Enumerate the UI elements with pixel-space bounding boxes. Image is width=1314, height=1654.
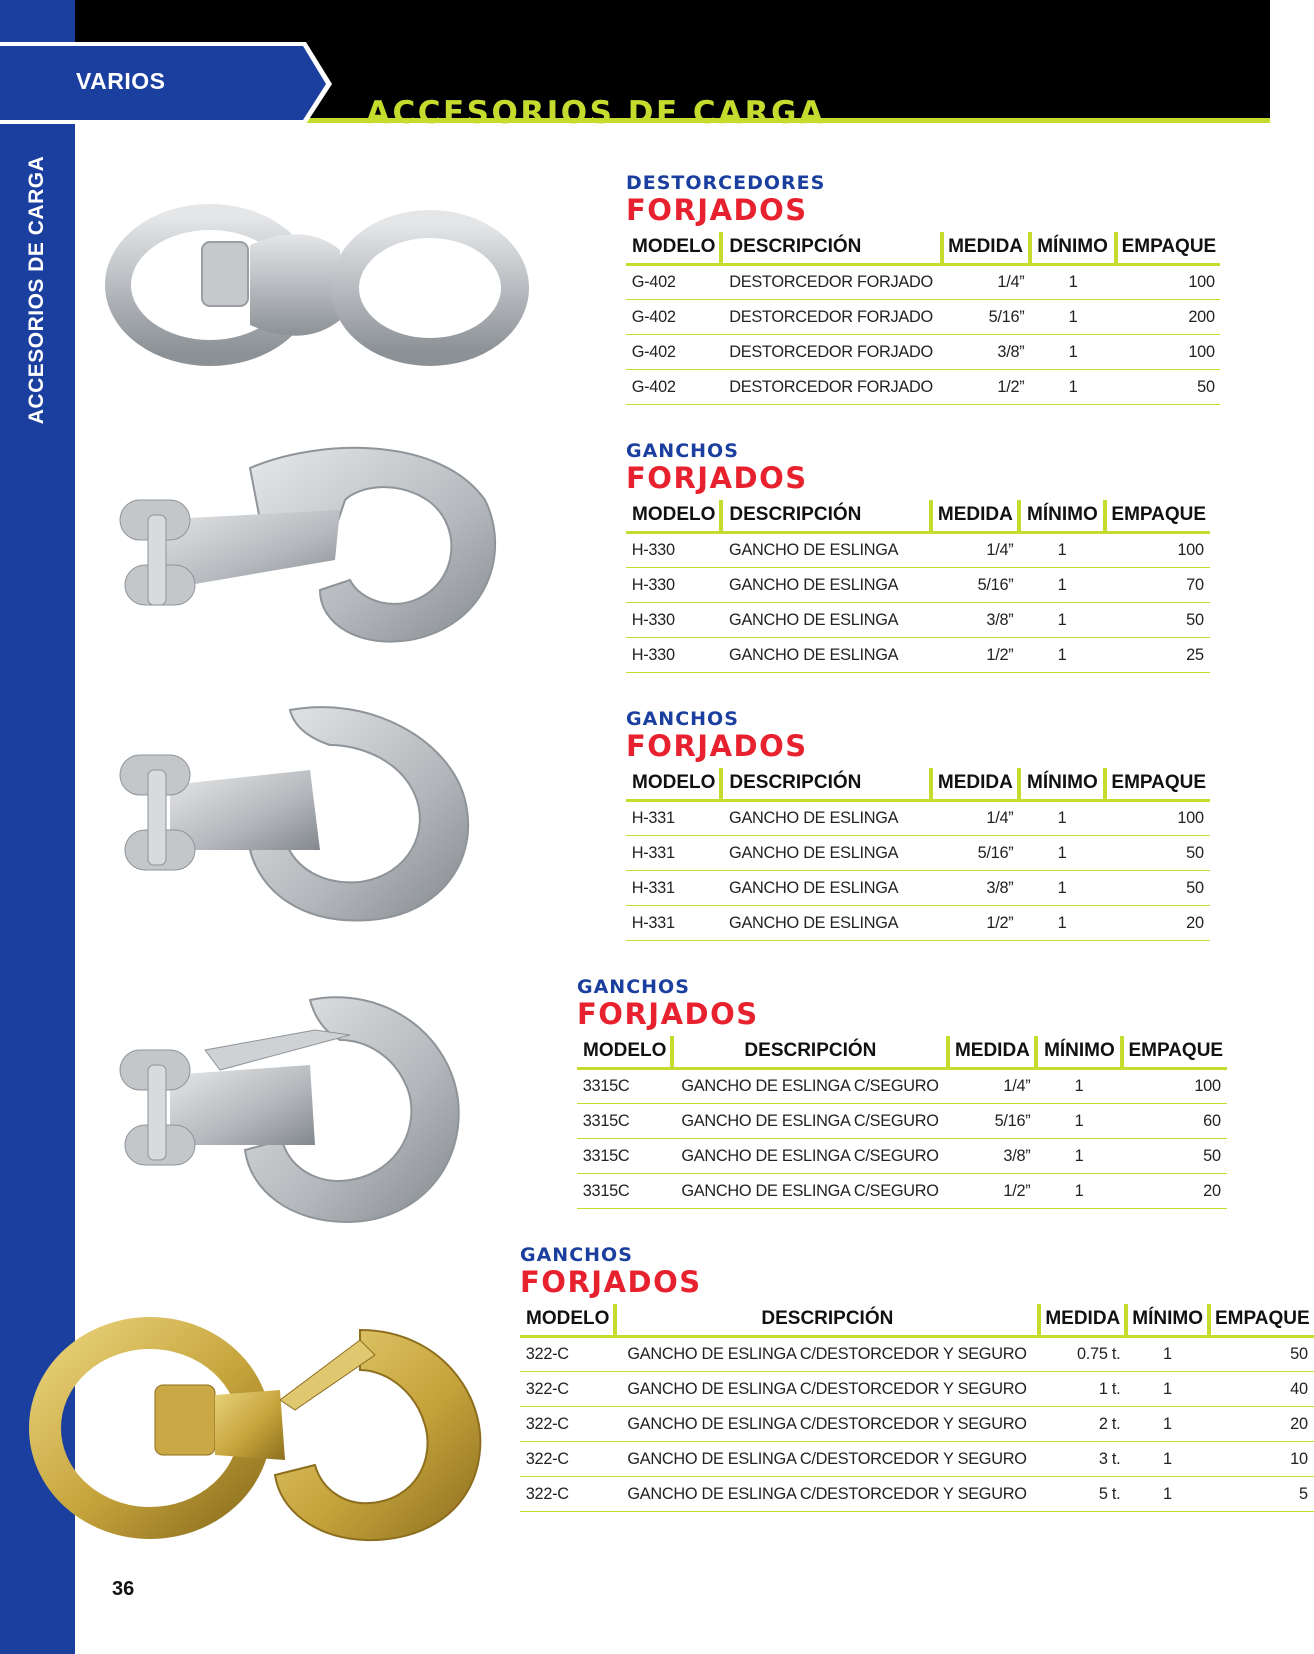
- cell-package: 40: [1211, 1371, 1311, 1406]
- cell-package: 50: [1118, 369, 1218, 404]
- header-package: EMPAQUE: [1122, 1036, 1227, 1068]
- cell-package: 50: [1125, 1138, 1225, 1173]
- cell-size: 3/8”: [943, 334, 1027, 369]
- cell-model: H-331: [628, 870, 720, 905]
- cell-description: GANCHO DE ESLINGA: [726, 532, 928, 567]
- page-number: 36: [112, 1578, 135, 1600]
- cell-size: 3/8”: [933, 602, 1017, 637]
- cell-size: 5/16”: [950, 1103, 1034, 1138]
- cell-size: 1/2”: [933, 637, 1017, 672]
- cell-minimum: 1: [1128, 1406, 1207, 1441]
- cell-description: GANCHO DE ESLINGA: [726, 835, 928, 870]
- product-category-title: GANCHOS: [626, 440, 739, 462]
- cell-description: GANCHO DE ESLINGA C/DESTORCEDOR Y SEGURO: [624, 1406, 1031, 1441]
- cell-model: H-331: [628, 800, 720, 835]
- cell-model: H-330: [628, 602, 720, 637]
- cell-minimum: 1: [1021, 532, 1104, 567]
- product-subtitle: FORJADOS: [577, 997, 759, 1031]
- cell-description: GANCHO DE ESLINGA: [726, 637, 928, 672]
- header-model: MODELO: [626, 232, 721, 264]
- cell-size: 5/16”: [933, 567, 1017, 602]
- product-category-title: DESTORCEDORES: [626, 172, 826, 194]
- cell-minimum: 1: [1128, 1336, 1207, 1371]
- table-row: [577, 1138, 1227, 1173]
- header-minimum: MÍNIMO: [1030, 232, 1116, 264]
- table-row: [626, 264, 1220, 299]
- header-package: EMPAQUE: [1116, 232, 1221, 264]
- product-subtitle: FORJADOS: [520, 1265, 702, 1299]
- table-row: [626, 637, 1210, 672]
- cell-model: H-330: [628, 567, 720, 602]
- cell-model: H-331: [628, 905, 720, 940]
- cell-minimum: 1: [1021, 835, 1104, 870]
- cell-size: 1/4”: [950, 1068, 1034, 1103]
- cell-model: 3315C: [579, 1068, 671, 1103]
- cell-model: G-402: [628, 369, 720, 404]
- cell-description: GANCHO DE ESLINGA: [726, 870, 928, 905]
- cell-model: H-330: [628, 637, 720, 672]
- cell-model: 322-C: [522, 1441, 614, 1476]
- cell-package: 100: [1107, 532, 1207, 567]
- cell-model: 322-C: [522, 1406, 614, 1441]
- cell-minimum: 1: [1128, 1441, 1207, 1476]
- header-package: EMPAQUE: [1105, 500, 1210, 532]
- header-model: MODELO: [520, 1304, 615, 1336]
- slip-hook-image: [110, 700, 510, 930]
- cell-model: 322-C: [522, 1371, 614, 1406]
- header-size: MEDIDA: [942, 232, 1030, 264]
- cell-package: 25: [1107, 637, 1207, 672]
- cell-minimum: 1: [1021, 870, 1104, 905]
- cell-minimum: 1: [1038, 1103, 1121, 1138]
- cell-model: 322-C: [522, 1336, 614, 1371]
- table-row: [626, 567, 1210, 602]
- swivel-latch-hook-image: [30, 1310, 510, 1550]
- table-row: [577, 1068, 1227, 1103]
- spec-table: [626, 500, 1210, 673]
- cell-description: DESTORCEDOR FORJADO: [726, 299, 937, 334]
- grab-hook-image: [110, 440, 510, 670]
- header-size: MEDIDA: [931, 500, 1019, 532]
- product-category-title: GANCHOS: [577, 976, 690, 998]
- cell-description: DESTORCEDOR FORJADO: [726, 264, 937, 299]
- table-row: [626, 602, 1210, 637]
- section-title: ACCESORIOS DE CARGA: [366, 95, 826, 131]
- header-minimum: MÍNIMO: [1019, 768, 1105, 800]
- header-description: DESCRIPCIÓN: [721, 500, 931, 532]
- cell-description: GANCHO DE ESLINGA C/SEGURO: [678, 1138, 943, 1173]
- table-row: [626, 800, 1210, 835]
- cell-description: GANCHO DE ESLINGA: [726, 905, 928, 940]
- cell-model: 3315C: [579, 1138, 671, 1173]
- cell-minimum: 1: [1031, 264, 1114, 299]
- cell-package: 100: [1118, 264, 1218, 299]
- cell-minimum: 1: [1038, 1068, 1121, 1103]
- header-minimum: MÍNIMO: [1036, 1036, 1122, 1068]
- cell-minimum: 1: [1031, 369, 1114, 404]
- spec-table: [577, 1036, 1227, 1209]
- cell-description: GANCHO DE ESLINGA C/DESTORCEDOR Y SEGURO: [624, 1336, 1031, 1371]
- spec-table: [626, 232, 1220, 405]
- table-row: [626, 870, 1210, 905]
- cell-size: 1/2”: [950, 1173, 1034, 1208]
- header-description: DESCRIPCIÓN: [672, 1036, 948, 1068]
- cell-minimum: 1: [1031, 299, 1114, 334]
- cell-description: GANCHO DE ESLINGA: [726, 567, 928, 602]
- table-row: [577, 1103, 1227, 1138]
- cell-package: 70: [1107, 567, 1207, 602]
- cell-package: 10: [1211, 1441, 1311, 1476]
- cell-package: 50: [1107, 602, 1207, 637]
- cell-description: GANCHO DE ESLINGA C/DESTORCEDOR Y SEGURO: [624, 1371, 1031, 1406]
- varios-tab: [0, 38, 340, 128]
- cell-size: 1/2”: [943, 369, 1027, 404]
- table-row: [626, 369, 1220, 404]
- cell-description: GANCHO DE ESLINGA: [726, 800, 928, 835]
- table-row: [520, 1371, 1314, 1406]
- cell-size: 1/2”: [933, 905, 1017, 940]
- product-block-swivels: [626, 172, 1220, 405]
- cell-package: 5: [1211, 1476, 1311, 1511]
- table-row: [520, 1336, 1314, 1371]
- header-model: MODELO: [577, 1036, 672, 1068]
- cell-size: 1/4”: [943, 264, 1027, 299]
- product-block-slip-hooks: [626, 708, 1210, 941]
- cell-package: 200: [1118, 299, 1218, 334]
- product-block-grab-hooks: [626, 440, 1210, 673]
- product-subtitle: FORJADOS: [626, 193, 808, 227]
- cell-package: 20: [1107, 905, 1207, 940]
- header-model: MODELO: [626, 500, 721, 532]
- cell-minimum: 1: [1021, 800, 1104, 835]
- header-size: MEDIDA: [1039, 1304, 1126, 1336]
- spec-table: [520, 1304, 1314, 1512]
- cell-package: 20: [1125, 1173, 1225, 1208]
- latch-hook-image: [110, 990, 510, 1230]
- cell-minimum: 1: [1021, 602, 1104, 637]
- cell-minimum: 1: [1021, 637, 1104, 672]
- cell-description: DESTORCEDOR FORJADO: [726, 334, 937, 369]
- table-row: [626, 905, 1210, 940]
- cell-package: 100: [1107, 800, 1207, 835]
- cell-model: 3315C: [579, 1103, 671, 1138]
- table-row: [626, 835, 1210, 870]
- table-row: [577, 1173, 1227, 1208]
- table-row: [626, 532, 1210, 567]
- cell-model: G-402: [628, 299, 720, 334]
- cell-description: GANCHO DE ESLINGA C/DESTORCEDOR Y SEGURO: [624, 1476, 1031, 1511]
- cell-size: 1/4”: [933, 800, 1017, 835]
- cell-package: 100: [1118, 334, 1218, 369]
- product-category-title: GANCHOS: [626, 708, 739, 730]
- table-row: [520, 1441, 1314, 1476]
- table-row: [520, 1476, 1314, 1511]
- cell-size: 5/16”: [943, 299, 1027, 334]
- cell-package: 50: [1107, 870, 1207, 905]
- cell-size: 1/4”: [933, 532, 1017, 567]
- cell-minimum: 1: [1021, 905, 1104, 940]
- table-row: [520, 1406, 1314, 1441]
- product-category-title: GANCHOS: [520, 1244, 633, 1266]
- spec-table: [626, 768, 1210, 941]
- product-subtitle: FORJADOS: [626, 729, 808, 763]
- header-package: EMPAQUE: [1209, 1304, 1314, 1336]
- table-row: [626, 334, 1220, 369]
- header-minimum: MÍNIMO: [1019, 500, 1105, 532]
- cell-model: 3315C: [579, 1173, 671, 1208]
- cell-size: 1 t.: [1041, 1371, 1124, 1406]
- cell-description: GANCHO DE ESLINGA C/SEGURO: [678, 1068, 943, 1103]
- cell-size: 3/8”: [933, 870, 1017, 905]
- cell-minimum: 1: [1038, 1138, 1121, 1173]
- cell-package: 50: [1211, 1336, 1311, 1371]
- sidebar-label: ACCESORIOS DE CARGA: [25, 155, 48, 425]
- cell-description: GANCHO DE ESLINGA C/SEGURO: [678, 1103, 943, 1138]
- cell-size: 0.75 t.: [1041, 1336, 1124, 1371]
- cell-package: 60: [1125, 1103, 1225, 1138]
- product-block-swivel-latch-hooks: [520, 1244, 1314, 1512]
- cell-package: 20: [1211, 1406, 1311, 1441]
- tab-varios[interactable]: VARIOS: [76, 68, 166, 94]
- cell-package: 100: [1125, 1068, 1225, 1103]
- cell-model: G-402: [628, 334, 720, 369]
- product-block-latch-hooks: [577, 976, 1227, 1209]
- cell-size: 5 t.: [1041, 1476, 1124, 1511]
- header-description: DESCRIPCIÓN: [721, 768, 931, 800]
- cell-minimum: 1: [1128, 1476, 1207, 1511]
- header-size: MEDIDA: [931, 768, 1019, 800]
- header-size: MEDIDA: [948, 1036, 1036, 1068]
- cell-model: H-331: [628, 835, 720, 870]
- cell-description: GANCHO DE ESLINGA C/DESTORCEDOR Y SEGURO: [624, 1441, 1031, 1476]
- cell-description: GANCHO DE ESLINGA C/SEGURO: [678, 1173, 943, 1208]
- cell-minimum: 1: [1031, 334, 1114, 369]
- cell-description: GANCHO DE ESLINGA: [726, 602, 928, 637]
- product-subtitle: FORJADOS: [626, 461, 808, 495]
- cell-size: 3 t.: [1041, 1441, 1124, 1476]
- cell-size: 2 t.: [1041, 1406, 1124, 1441]
- cell-model: 322-C: [522, 1476, 614, 1511]
- cell-description: DESTORCEDOR FORJADO: [726, 369, 937, 404]
- cell-minimum: 1: [1128, 1371, 1207, 1406]
- cell-size: 5/16”: [933, 835, 1017, 870]
- cell-minimum: 1: [1021, 567, 1104, 602]
- cell-model: G-402: [628, 264, 720, 299]
- cell-size: 3/8”: [950, 1138, 1034, 1173]
- cell-minimum: 1: [1038, 1173, 1121, 1208]
- swivel-image: [110, 200, 530, 365]
- header-description: DESCRIPCIÓN: [615, 1304, 1039, 1336]
- header-minimum: MÍNIMO: [1126, 1304, 1209, 1336]
- header-package: EMPAQUE: [1105, 768, 1210, 800]
- cell-model: H-330: [628, 532, 720, 567]
- header-description: DESCRIPCIÓN: [721, 232, 941, 264]
- header-model: MODELO: [626, 768, 721, 800]
- table-row: [626, 299, 1220, 334]
- cell-package: 50: [1107, 835, 1207, 870]
